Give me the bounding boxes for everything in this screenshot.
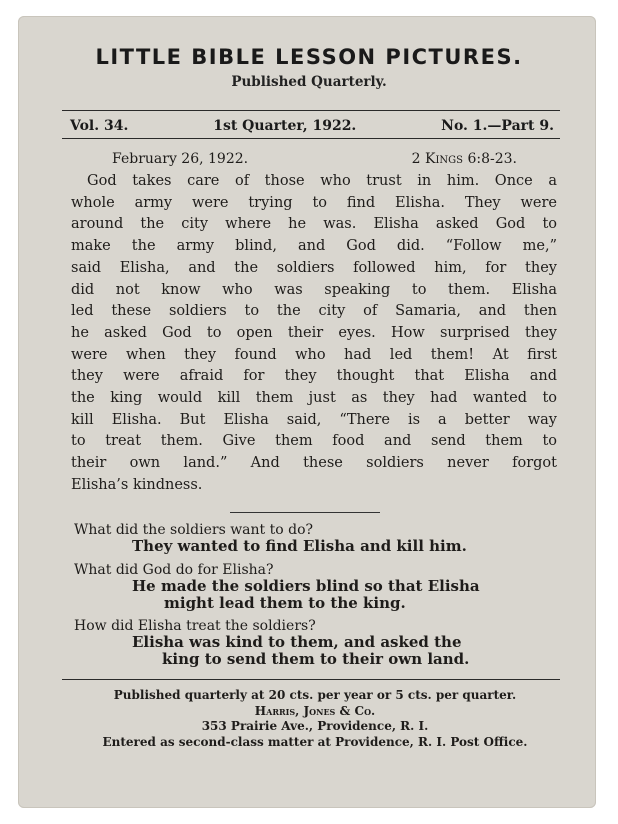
text-line: Elisha’s kindness. [71, 476, 203, 493]
page-title: LITTLE BIBLE LESSON PICTURES. [95, 45, 523, 69]
answer: king to send them to their own land. [162, 650, 470, 668]
publisher-name: Harris, Jones & Co. [254, 703, 376, 718]
qa-item [74, 618, 564, 668]
lesson-date: February 26, 1922. [112, 151, 249, 167]
part-label: No. 1.—Part 9. [441, 118, 554, 134]
subscription-note: Published quarterly at 20 cts. per year or 5 cts. per quarter. [113, 688, 517, 702]
issue-info [70, 118, 554, 134]
lesson-text [71, 171, 557, 497]
answer: He made the soldiers blind so that Elisha [132, 577, 480, 595]
text-line: kill Elisha. But Elisha said, “There is a better way [71, 411, 557, 428]
reference-verses: 6:8-23. [467, 151, 517, 167]
question: How did Elisha treat the soldiers? [74, 618, 316, 634]
text-line: to treat them. Give them food and send them to [71, 433, 557, 450]
bottom-rule [62, 138, 560, 139]
qa-item [74, 522, 564, 555]
answer: They wanted to find Elisha and kill him. [132, 537, 467, 555]
text-line: were when they found who had led them! At first [71, 346, 557, 363]
lesson-dateline [112, 151, 517, 167]
publisher-info [60, 688, 570, 750]
text-line: they were afraid for they thought that Elisha and [71, 368, 557, 385]
question: What did the soldiers want to do? [74, 522, 314, 538]
text-line: God takes care of those who trust in him. Once a [87, 173, 557, 189]
postal-entry-note: Entered as second-class matter at Providence, R. I. Post Office. [102, 734, 528, 749]
text-line: said Elisha, and the soldiers followed him, for they [71, 259, 557, 276]
text-line: around the city where he was. Elisha asked God to [71, 216, 557, 233]
volume-label: Vol. 34. [70, 118, 129, 134]
quarter-label: 1st Quarter, 1922. [213, 118, 357, 134]
publisher-address: 353 Prairie Ave., Providence, R. I. [201, 719, 429, 733]
text-line: led these soldiers to the city of Samaria, and then [71, 303, 557, 320]
question: What did God do for Elisha? [74, 562, 274, 578]
qa-item [74, 562, 564, 612]
text-line: he asked God to open their eyes. How surprised they [71, 324, 557, 341]
page-subtitle: Published Quarterly. [231, 74, 387, 90]
answer: Elisha was kind to them, and asked the [132, 633, 462, 651]
text-line: make the army blind, and God did. “Follow me,” [71, 238, 557, 255]
scripture-reference [412, 151, 517, 167]
reference-book: 2 Kings [411, 151, 464, 167]
top-rule [62, 110, 560, 111]
footer-rule [62, 679, 560, 680]
text-line: did not know who was speaking to them. Elisha [71, 281, 557, 298]
text-line: the king would kill them just as they had wanted to [71, 390, 557, 407]
text-line: their own land.” And these soldiers never forgot [71, 455, 557, 472]
answer: might lead them to the king. [164, 594, 406, 612]
text-line: whole army were trying to find Elisha. They were [71, 194, 557, 211]
section-divider [230, 512, 380, 513]
